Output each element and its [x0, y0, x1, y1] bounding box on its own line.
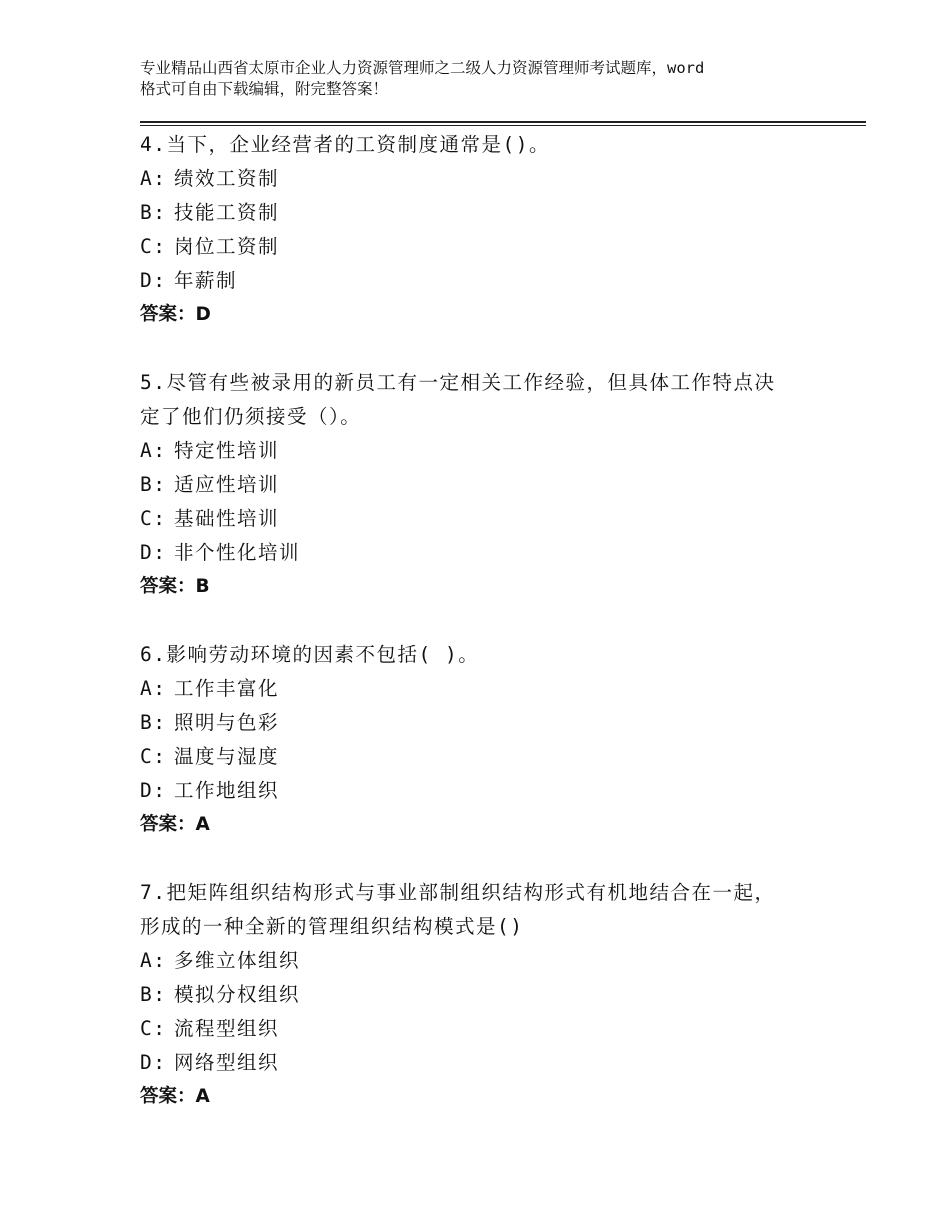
- question-text-continued: 定了他们仍须接受（）。: [140, 405, 362, 428]
- question-7: [140, 876, 820, 1114]
- answer-label: 答案：: [140, 1086, 196, 1107]
- option-letter: A:: [140, 677, 167, 700]
- question-text: 7.把矩阵组织结构形式与事业部制组织结构形式有机地结合在一起，: [140, 881, 776, 904]
- option-text: 照明与色彩: [174, 711, 280, 734]
- header-line-1: 专业精品山西省太原市企业人力资源管理师之二级人力资源管理师考试题库，word: [140, 59, 705, 77]
- question-text-continued: 形成的一种全新的管理组织结构模式是(): [140, 915, 524, 938]
- answer-label: 答案：: [140, 814, 196, 835]
- option-text: 绩效工资制: [174, 167, 280, 190]
- option-c: [140, 740, 820, 774]
- option-text: 工作地组织: [174, 779, 280, 802]
- option-text: 适应性培训: [174, 473, 280, 496]
- option-text: 工作丰富化: [174, 677, 280, 700]
- option-letter: D:: [140, 541, 167, 564]
- option-c: [140, 230, 820, 264]
- answer-label: 答案：: [140, 304, 196, 325]
- question-text: 6.影响劳动环境的因素不包括( )。: [140, 643, 480, 666]
- option-letter: D:: [140, 269, 167, 292]
- option-text: 流程型组织: [174, 1017, 280, 1040]
- option-text: 模拟分权组织: [174, 983, 301, 1006]
- option-letter: C:: [140, 1017, 167, 1040]
- header-divider-thin: [140, 125, 866, 126]
- option-d: [140, 1046, 820, 1080]
- option-a: [140, 434, 820, 468]
- option-text: 技能工资制: [174, 201, 280, 224]
- question-4: [140, 128, 820, 332]
- answer-value: D: [195, 304, 211, 325]
- option-b: [140, 196, 820, 230]
- question-text: 4.当下，企业经营者的工资制度通常是()。: [140, 133, 550, 156]
- option-a: [140, 672, 820, 706]
- option-c: [140, 502, 820, 536]
- option-text: 基础性培训: [174, 507, 280, 530]
- answer-label: 答案：: [140, 576, 196, 597]
- answer-line: [140, 570, 820, 604]
- answer-value: B: [195, 576, 210, 597]
- answer-value: A: [195, 814, 210, 835]
- header-line-2: 格式可自由下载编辑，附完整答案！: [140, 80, 389, 98]
- option-d: [140, 264, 820, 298]
- option-letter: B:: [140, 201, 167, 224]
- option-letter: D:: [140, 1051, 167, 1074]
- option-text: 年薪制: [174, 269, 238, 292]
- option-letter: B:: [140, 711, 167, 734]
- document-header: [140, 58, 840, 100]
- question-5: [140, 366, 820, 604]
- option-text: 特定性培训: [174, 439, 280, 462]
- option-text: 多维立体组织: [174, 949, 301, 972]
- answer-line: [140, 808, 820, 842]
- option-b: [140, 978, 820, 1012]
- option-text: 非个性化培训: [174, 541, 301, 564]
- option-a: [140, 944, 820, 978]
- option-letter: C:: [140, 507, 167, 530]
- question-6: [140, 638, 820, 842]
- option-letter: B:: [140, 983, 167, 1006]
- answer-line: [140, 298, 820, 332]
- option-letter: C:: [140, 745, 167, 768]
- option-text: 温度与湿度: [174, 745, 280, 768]
- option-b: [140, 706, 820, 740]
- option-letter: B:: [140, 473, 167, 496]
- answer-value: A: [195, 1086, 210, 1107]
- question-list: [140, 128, 820, 1148]
- option-letter: C:: [140, 235, 167, 258]
- header-divider-thick: [140, 121, 866, 123]
- option-d: [140, 774, 820, 808]
- option-letter: D:: [140, 779, 167, 802]
- option-d: [140, 536, 820, 570]
- answer-line: [140, 1080, 820, 1114]
- option-c: [140, 1012, 820, 1046]
- question-text: 5.尽管有些被录用的新员工有一定相关工作经验，但具体工作特点决: [140, 371, 776, 394]
- option-text: 网络型组织: [174, 1051, 280, 1074]
- option-b: [140, 468, 820, 502]
- option-letter: A:: [140, 167, 167, 190]
- option-text: 岗位工资制: [174, 235, 280, 258]
- option-letter: A:: [140, 949, 167, 972]
- option-letter: A:: [140, 439, 167, 462]
- option-a: [140, 162, 820, 196]
